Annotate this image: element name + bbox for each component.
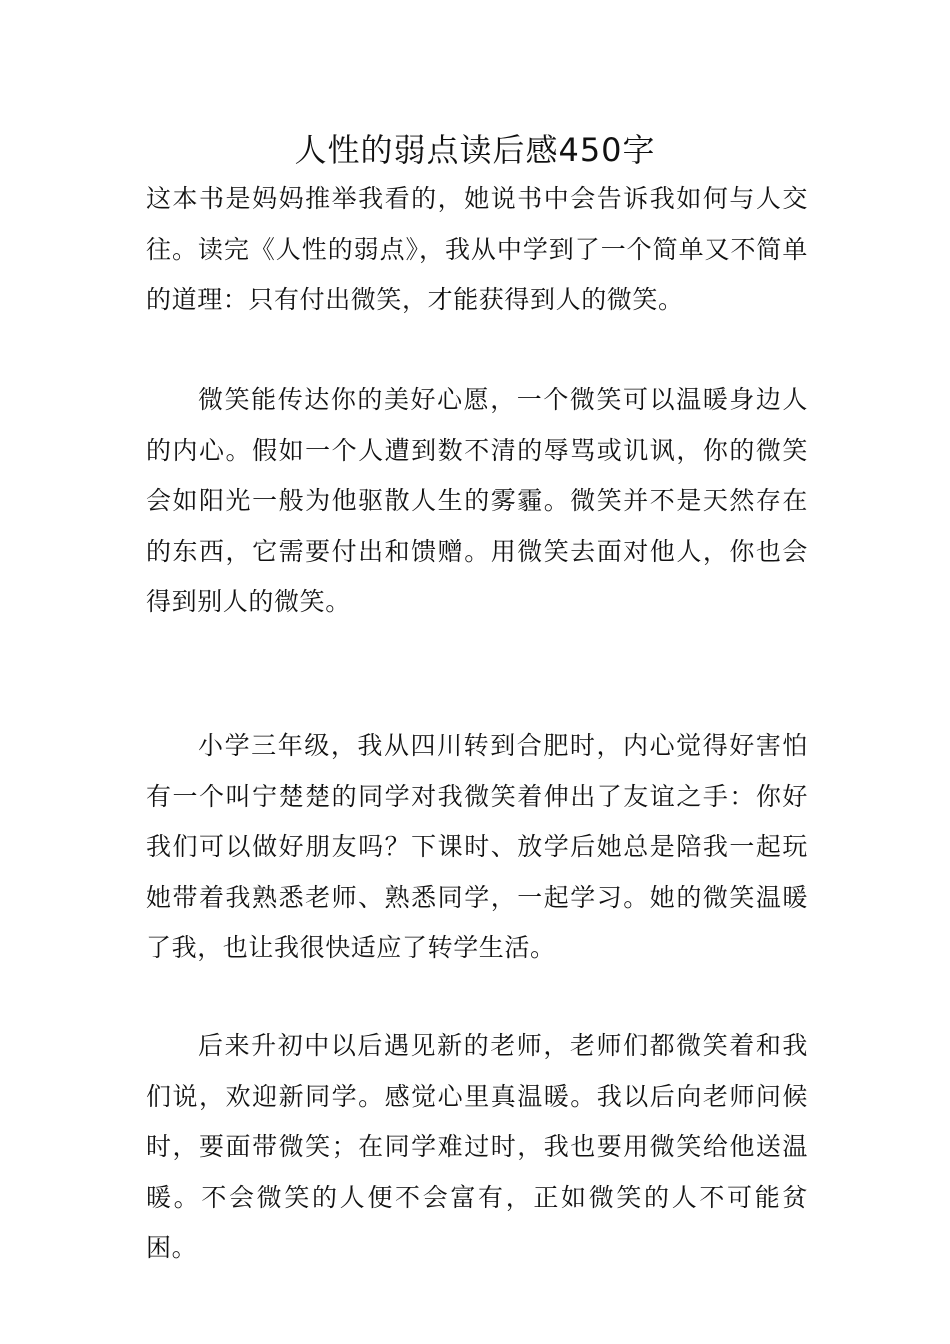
paragraph-4: 后来升初中以后遇见新的老师，老师们都微笑着和我们说，欢迎新同学。感觉心里真温暖。我以后向老师问候时，要面带微笑；在同学难过时，我也要用微笑给他送温暖。不会微笑的人便不会富有，正如微笑的人不可能贫困。 xyxy=(146,1031,808,1262)
paragraph-2: 微笑能传达你的美好心愿，一个微笑可以温暖身边人的内心。假如一个人遭到数不清的辱骂或讥讽，你的微笑会如阳光一般为他驱散人生的雾霾。微笑并不是天然存在的东西，它需要付出和馈赠。用微笑去面对他人，你也会得到别人的微笑。 xyxy=(146,385,808,616)
paragraph-3: 小学三年级，我从四川转到合肥时，内心觉得好害怕有一个叫宁楚楚的同学对我微笑着伸出了友谊之手：你好我们可以做好朋友吗？下课时、放学后她总是陪我一起玩她带着我熟悉老师、熟悉同学，一起学习。她的微笑温暖了我，也让我很快适应了转学生活。 xyxy=(146,731,808,962)
paragraph-1: 这本书是妈妈推举我看的，她说书中会告诉我如何与人交往。读完《人性的弱点》，我从中学到了一个简单又不简单的道理：只有付出微笑，才能获得到人的微笑。 xyxy=(146,184,808,314)
document-title: 人性的弱点读后感450字 xyxy=(294,131,656,169)
